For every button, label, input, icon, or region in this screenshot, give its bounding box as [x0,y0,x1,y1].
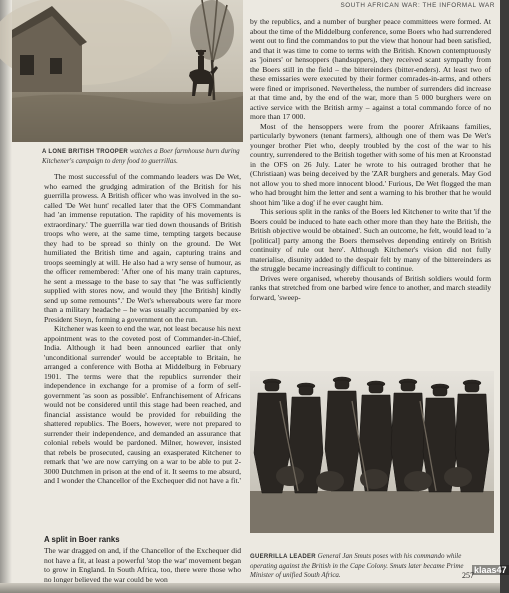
photo-burning-farmhouse [12,0,243,142]
top-caption-text: watches a Boer farmhouse burn during Kitchener's campaign to deny food to guerrillas. [42,147,240,165]
running-head: SOUTH AFRICAN WAR: THE INFORMAL WAR [340,2,495,9]
photo-smuts-commando-image [250,371,494,533]
left-column-section [44,535,241,584]
bottom-photo-caption [250,552,482,580]
page-gutter-shadow [0,0,12,593]
watermark-text: klaas47 [474,565,507,575]
section-heading: A split in Boer ranks [44,535,120,544]
left-paragraph: The most successful of the commando leaders was De Wet, who earned the grudging admiration of the British for his guerrilla prowess. A British officer who was involved in the so-called 'De Wet hunt' recalled later that the OFS Commandant had 'an immense reputation. The rapidity of his movements is extraordinary.' The guerrilla war tied down thousands of British troops who were, at the same time, tempting targets because they had to be spread so thinly on the ground. De Wet humiliated the British time and again, capturing trains and troops seemingly at will. He also had a wry sense of humour, as the officer remembered: 'After one of his many train captures, he sent a message to the base to say that "he was sufficiently supplied with stores now, and would they [the British] kindly send up some remounts".' De Wet's whereabouts were far more than a military headache – he was usually accompanied by ex-President Steyn, forming a government on the run. [44,172,241,324]
left-column [44,172,241,486]
photo-burning-farmhouse-image [12,0,243,142]
right-paragraph: This serious split in the ranks of the Boers led Kitchener to write that 'if the Boers could be induced to hate each other more than they hate the British, the British objective would be obtained'. Such an outcome, he felt, would lead to 'a [political] party among the Boers themselves depending entirely on British continuity of rule out here'. Although Kitchener's vision did not fully materialise, disunity added to the despair felt by many of the bittereinders as the struggle became increasingly difficult to continue. [250,207,491,273]
left-paragraph: Kitchener was keen to end the war, not least because his next appointment was to the coveted post of Commander-in-Chief, India. Although it had been announced earlier that only 'unconditional surrender' would be acceptable to Britain, he arranged a conference with Botha at Middelburg in February 1901. The terms were that the republics surrender their independence in exchange for a promise of a form of self-government 'as soon as possible'. Enfranchisement of Africans would not be considered until this stage had been reached, and financial assistance would be provided for rebuilding the shattered republics. The Boers, however, were not prepared to surrender their independence, and demanded an assurance that colonial rebels would be pardoned. Milner, however, insisted that rebels be prosecuted, causing an exasperated Kitchener to remark that 'we are now carrying on a war to be able to put 2-3000 Dutchmen in prison at the end of it. It seems to me absurd, and I wonder the Chancellor of the Exchequer did not have a fit.' [44,324,241,485]
top-caption-lead: A LONE BRITISH TROOPER [42,149,129,155]
right-column [250,17,491,302]
left-paragraph: The war dragged on and, if the Chancellor of the Exchequer did not have a fit, at least a powerful 'stop the war' movement began to grow in England. In South Africa, too, there were those who no longer believed the war could be won [44,546,241,584]
bottom-caption-lead: GUERRILLA LEADER [250,554,316,560]
bottom-caption-text: General Jan Smuts poses with his commando while operating against the British in the Cape Colony. Smuts later became Prime Minister of unified South Africa. [250,552,464,579]
right-paragraph: Drives were organised, whereby thousands of British soldiers would form ranks that stretched from one barbed wire fence to another, and march steadily forward, 'sweep- [250,273,491,302]
right-paragraph: Most of the hensoppers were from the poorer Afrikaans families, particularly bywoners (tenant farmers), although one of them was De Wet's younger brother Piet who, deeply troubled by the cost of the war to his country, surrendered to the British together with some of his men at Kroonstad in the OFS on 26 July. Later he wrote to his outraged brother that he (Christiaan) was being deceived by the 'ZAR burghers and generals. May God not allow you to shed more innocent blood.' Furious, De Wet flogged the man who had brought him the letter and sent a warning to his brother that he would shoot him 'like a dog' if he ever caught him. [250,121,491,207]
top-photo-caption [42,147,242,166]
right-paragraph: by the republics, and a number of burgher peace committees were formed. At about the time of the Middelburg conference, some Boers who had surrendered went out to find the commandos to put the view that honour had been satisfied, and that it was time to come to terms with the British. Known contemptuously as 'joiners' or hensoppers (handsuppers), they received scant sympathy from the Boers still in the field – the bittereinders (bitter-enders). At least two of these emissaries were executed by their former comrades-in-arms, and others were fined or imprisoned. Nevertheless, the number of surrenders did increase at that time and, by the end of the war, more than 5 000 burghers were on active service with the British army – against a total commando force of no more than 17 000. [250,17,491,121]
page-number: 257 [462,571,474,580]
page-bottom-edge [0,583,500,593]
photo-smuts-commando [250,371,494,533]
